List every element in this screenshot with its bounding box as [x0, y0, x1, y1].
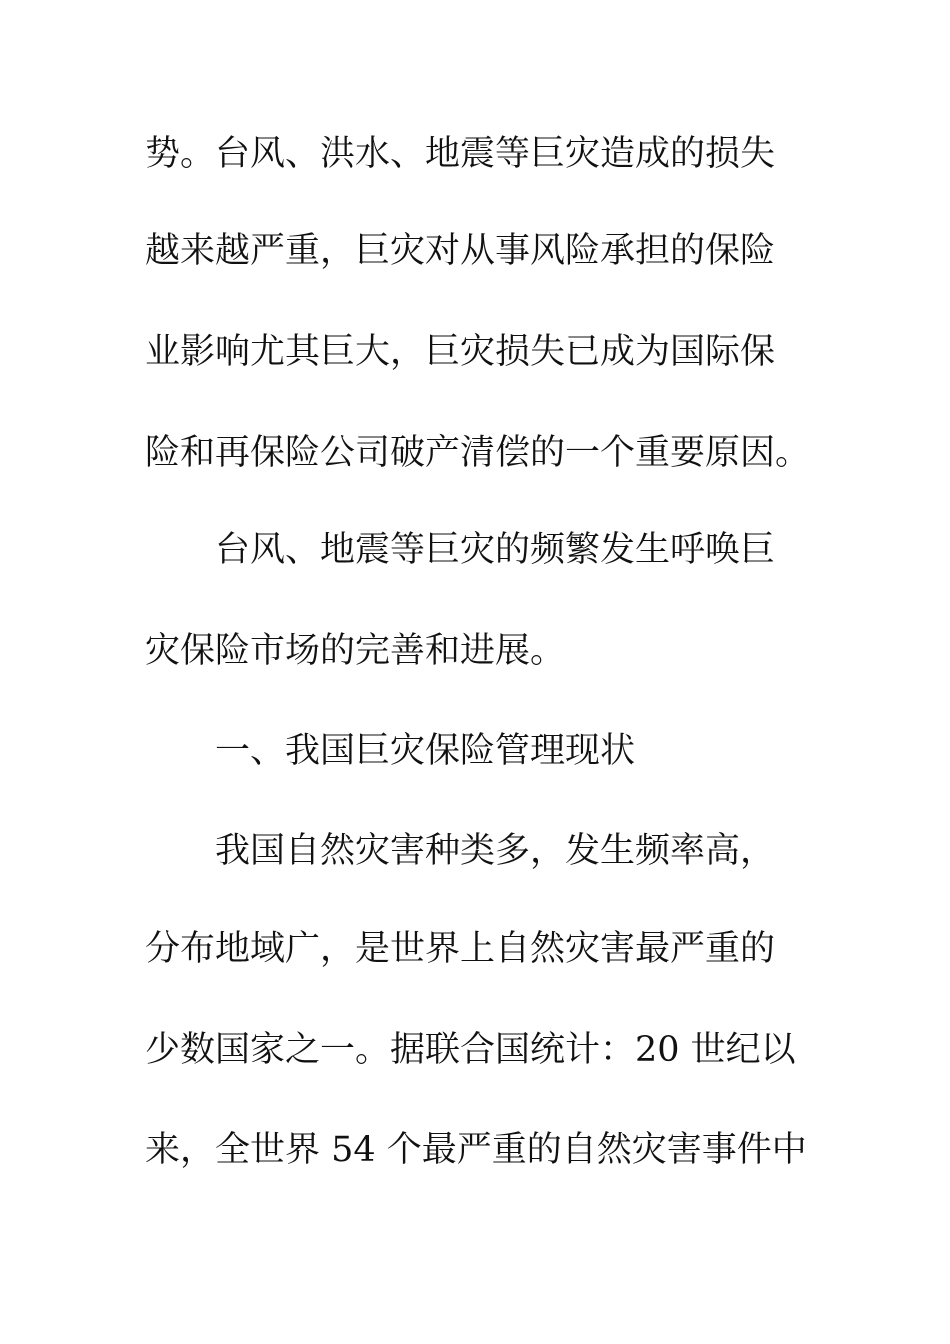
text-line: 越来越严重，巨灾对从事风险承担的保险: [145, 231, 776, 271]
text-line: 少数国家之一。据联合国统计：20 世纪以: [145, 1030, 796, 1070]
section-heading: 一、我国巨灾保险管理现状: [215, 731, 636, 771]
text-line: 灾保险市场的完善和进展。: [145, 631, 566, 671]
text-line: 险和再保险公司破产清偿的一个重要原因。: [145, 433, 811, 473]
paragraph-first-line: 我国自然灾害种类多，发生频率高，: [215, 831, 776, 871]
text-line: 势。台风、洪水、地震等巨灾造成的损失: [145, 134, 776, 174]
text-line: 分布地域广，是世界上自然灾害最严重的: [145, 929, 776, 969]
text-line: 业影响尤其巨大，巨灾损失已成为国际保: [145, 332, 776, 372]
text-line: 来，全世界 54 个最严重的自然灾害事件中: [145, 1130, 807, 1170]
paragraph-first-line: 台风、地震等巨灾的频繁发生呼唤巨: [215, 530, 776, 570]
